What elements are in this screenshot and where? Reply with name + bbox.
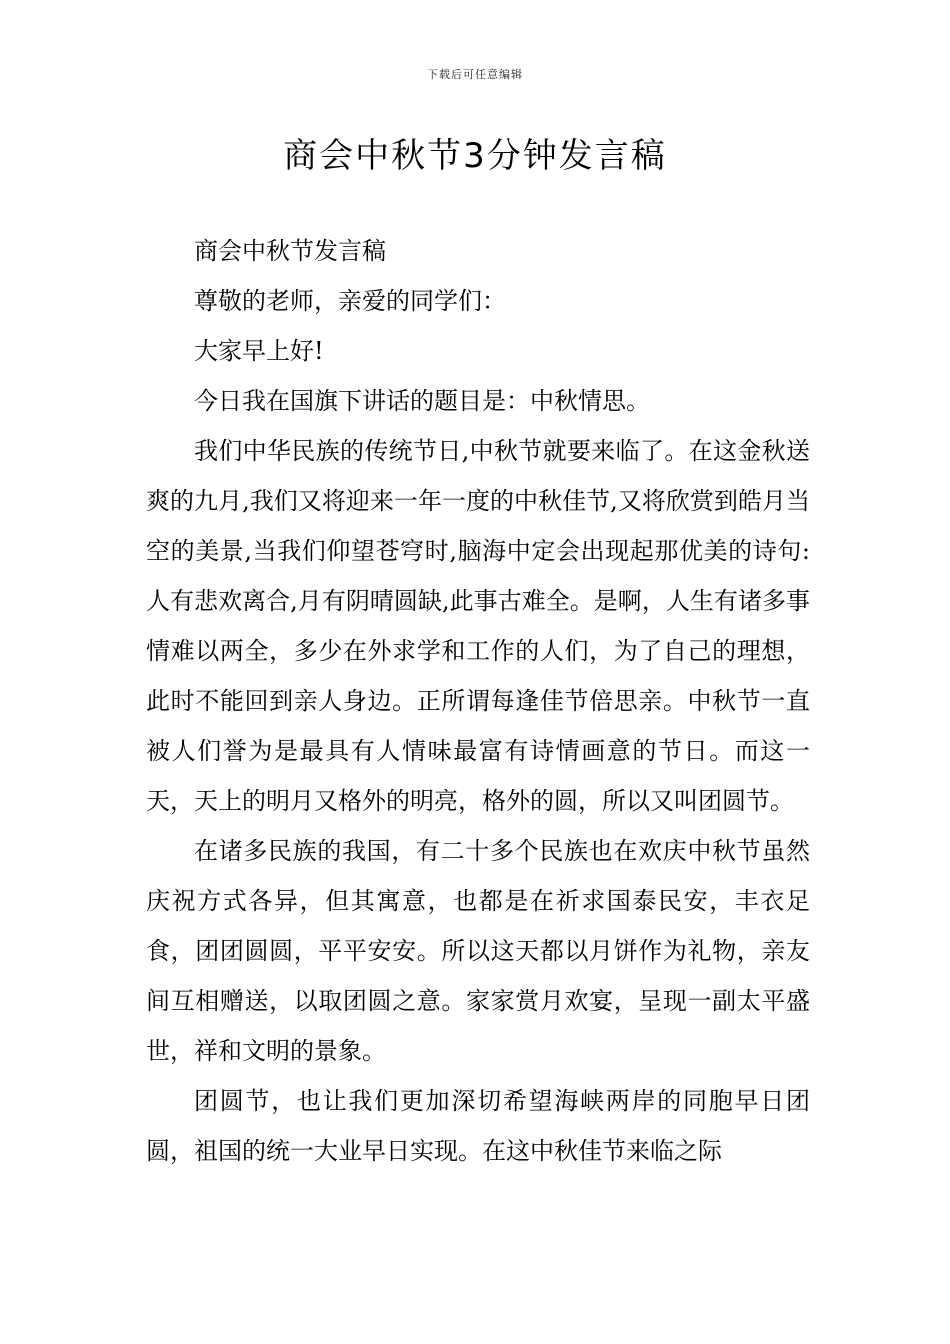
paragraph: 我们中华民族的传统节日,中秋节就要来临了。在这金秋送爽的九月,我们又将迎来一年一度的中秋佳节,又将欣赏到皓月当空的美景,当我们仰望苍穹时,脑海中定会出现起那优美的诗句:人有悲欢离合,月有阴晴圆缺,此事古难全。是啊，人生有诸多事情难以两全，多少在外求学和工作的人们，为了自己的理想，此时不能回到亲人身边。正所谓每逢佳节倍思亲。中秋节一直被人们誉为是最具有人情味最富有诗情画意的节日。而这一天，天上的明月又格外的明亮，格外的圆，所以又叫团圆节。 xyxy=(146,437,810,815)
paragraph: 团圆节，也让我们更加深切希望海峡两岸的同胞早日团圆，祖国的统一大业早日实现。在这中秋佳节来临之际 xyxy=(146,1087,810,1165)
paragraph: 尊敬的老师，亲爱的同学们： xyxy=(194,287,506,315)
paragraph: 今日我在国旗下讲话的题目是：中秋情思。 xyxy=(194,387,650,415)
header-note: 下载后可任意编辑 xyxy=(427,68,523,81)
document-title: 商会中秋节3分钟发言稿 xyxy=(283,136,667,176)
paragraph: 大家早上好! xyxy=(194,337,324,365)
paragraph: 商会中秋节发言稿 xyxy=(194,237,386,265)
document-body xyxy=(146,226,810,1176)
paragraph: 在诸多民族的我国，有二十多个民族也在欢庆中秋节虽然庆祝方式各异，但其寓意，也都是在祈求国泰民安，丰衣足食，团团圆圆，平平安安。所以这天都以月饼作为礼物，亲友间互相赠送，以取团圆之意。家家赏月欢宴，呈现一副太平盛世，祥和文明的景象。 xyxy=(146,837,810,1065)
